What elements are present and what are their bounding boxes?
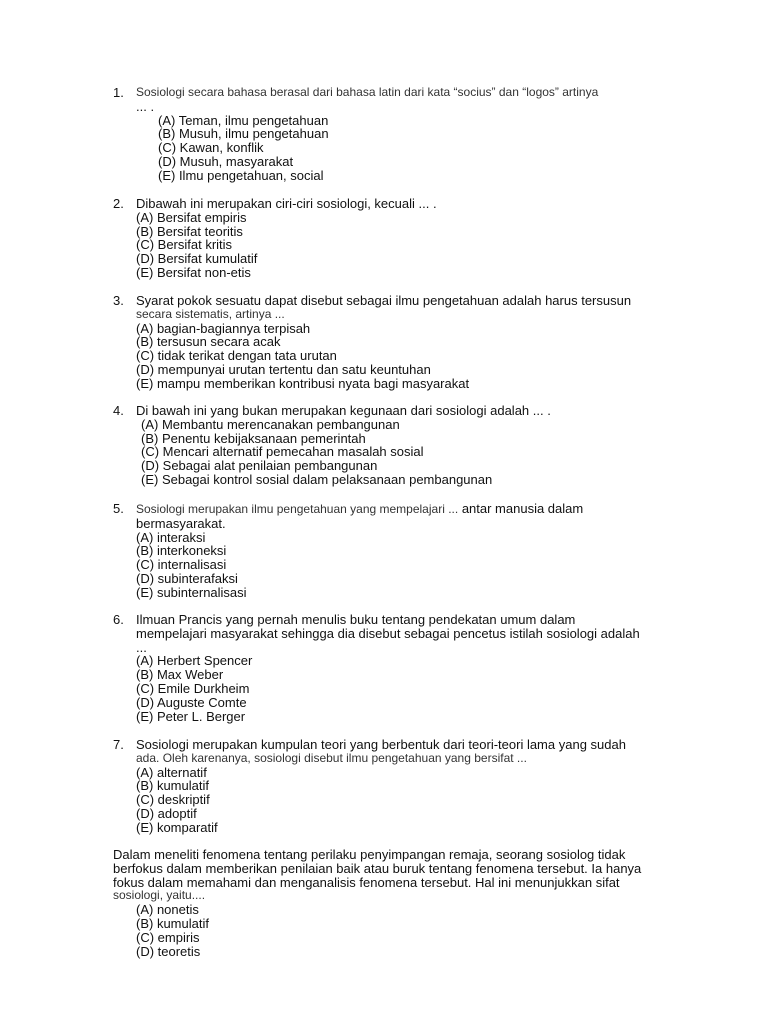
question-8 (113, 848, 673, 958)
question-text-line: Dalam meneliti fenomena tentang perilaku penyimpangan remaja, seorang sosiolog tidak (113, 847, 626, 862)
option-d: (D) adoptif (136, 805, 197, 821)
options-list (141, 418, 673, 487)
options-list (136, 766, 673, 835)
option-a: (A) Bersifat empiris (136, 209, 247, 225)
option-e: (E) Bersifat non-etis (136, 264, 251, 280)
question-text-part: antar manusia dalam (458, 501, 584, 516)
question-text: Ilmuan Prancis yang pernah menulis buku tentang pendekatan umum dalam (136, 612, 576, 627)
option-a: (A) interaksi (136, 529, 206, 545)
option-c: (C) Mencari alternatif pemecahan masalah sosial (141, 444, 424, 460)
option-b: (B) kumulatif (136, 915, 209, 931)
question-text: Sosiologi merupakan kumpulan teori yang berbentuk dari teori-teori lama yang sudah (136, 737, 626, 752)
option-a: (A) Herbert Spencer (136, 653, 253, 669)
question-6 (113, 613, 673, 723)
question-text-cont: bermasyarakat. (136, 515, 226, 531)
question-1 (113, 86, 673, 183)
option-e: (E) Peter L. Berger (136, 708, 246, 724)
question-text-cont: secara sistematis, artinya ... (136, 306, 285, 321)
options-list (136, 211, 673, 280)
option-c: (C) tidak terikat dengan tata urutan (136, 348, 337, 364)
option-d: (D) mempunyai urutan tertentu dan satu keuntuhan (136, 361, 431, 377)
option-b: (B) Musuh, ilmu pengetahuan (158, 126, 329, 142)
question-text: Di bawah ini yang bukan merupakan kegunaan dari sosiologi adalah ... . (136, 403, 551, 418)
options-list (136, 531, 673, 600)
option-a: (A) Teman, ilmu pengetahuan (158, 112, 329, 128)
question-number: 2. (113, 196, 124, 211)
question-number: 5. (113, 501, 124, 516)
option-a: (A) Membantu merencanakan pembangunan (141, 416, 400, 432)
option-d: (D) subinterafaksi (136, 570, 238, 586)
question-3 (113, 294, 673, 391)
question-text: Dibawah ini merupakan ciri-ciri sosiologi, kecuali ... . (136, 196, 437, 211)
option-b: (B) kumulatif (136, 778, 209, 794)
question-text-line: berfokus dalam memberikan penilaian baik atau buruk tentang fenomena tersebut. Ia hanya (113, 860, 642, 876)
question-2 (113, 197, 673, 280)
option-e: (E) subinternalisasi (136, 584, 247, 600)
question-number: 1. (113, 85, 124, 100)
option-b: (B) tersusun secara acak (136, 334, 281, 350)
question-text-line: fokus dalam memahami dan menganalisis fenomena tersebut. Hal ini menunjukkan sifat (113, 874, 620, 890)
option-b: (B) interkoneksi (136, 543, 227, 559)
question-5 (113, 502, 673, 600)
question-number: 6. (113, 612, 124, 627)
option-a: (A) alternatif (136, 764, 207, 780)
option-e: (E) Sebagai kontrol sosial dalam pelaksanaan pembangunan (141, 471, 493, 487)
option-c: (C) empiris (136, 929, 200, 945)
question-number: 7. (113, 737, 124, 752)
option-a: (A) nonetis (136, 902, 199, 918)
question-text: Sosiologi secara bahasa berasal dari bahasa latin dari kata “socius” dan “logos” artinya (136, 85, 599, 99)
option-c: (C) Bersifat kritis (136, 237, 233, 253)
option-d: (D) Auguste Comte (136, 694, 247, 710)
option-a: (A) bagian-bagiannya terpisah (136, 320, 311, 336)
question-text-cont: mempelajari masyarakat sehingga dia disebut sebagai pencetus istilah sosiologi adalah (136, 625, 640, 641)
options-list (136, 322, 673, 391)
option-c: (C) Kawan, konflik (158, 140, 264, 156)
question-text-part: Sosiologi merupakan ilmu pengetahuan yang mempelajari ... (136, 502, 459, 516)
question-7 (113, 738, 673, 835)
option-b: (B) Bersifat teoritis (136, 223, 243, 239)
options-list (158, 114, 673, 183)
option-d: (D) Sebagai alat penilaian pembangunan (141, 458, 378, 474)
option-d: (D) Musuh, masyarakat (158, 153, 294, 169)
question-text-line: sosiologi, yaitu.... (113, 888, 206, 903)
question-text-cont: ... (136, 639, 147, 655)
option-d: (D) Bersifat kumulatif (136, 251, 258, 267)
option-e: (E) komparatif (136, 819, 218, 835)
question-text-cont: ada. Oleh karenanya, sosiologi disebut ilmu pengetahuan yang bersifat ... (136, 750, 527, 765)
option-b: (B) Max Weber (136, 667, 224, 683)
option-c: (C) deskriptif (136, 792, 210, 808)
question-number: 4. (113, 403, 124, 418)
option-e: (E) Ilmu pengetahuan, social (158, 167, 324, 183)
question-4 (113, 404, 673, 487)
option-c: (C) internalisasi (136, 557, 227, 573)
option-d: (D) teoretis (136, 943, 201, 959)
options-list (136, 903, 673, 958)
option-e: (E) mampu memberikan kontribusi nyata bagi masyarakat (136, 375, 470, 391)
question-number: 3. (113, 293, 124, 308)
question-text-cont: ... . (136, 98, 155, 114)
option-b: (B) Penentu kebijaksanaan pemerintah (141, 430, 366, 446)
question-text: Syarat pokok sesuatu dapat disebut sebagai ilmu pengetahuan adalah harus tersusun (136, 293, 632, 308)
question-text (136, 502, 673, 517)
option-c: (C) Emile Durkheim (136, 680, 250, 696)
options-list (136, 654, 673, 723)
